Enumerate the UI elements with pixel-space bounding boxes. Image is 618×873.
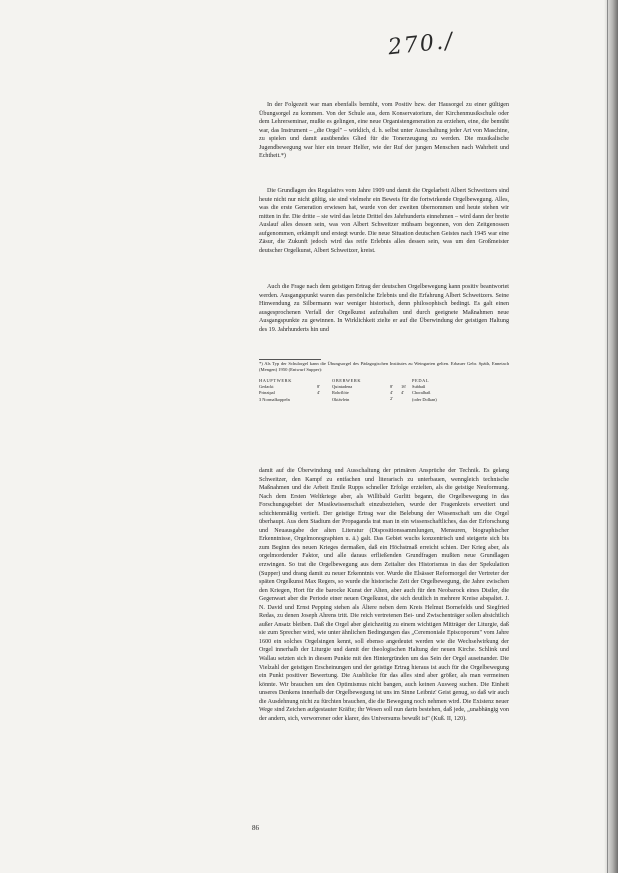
register-stop: Gedackt xyxy=(259,384,274,390)
register-pitch: 4' xyxy=(401,390,404,396)
register-pitch: 16' xyxy=(401,384,407,389)
register-column-hauptwerk xyxy=(259,378,292,403)
register-stop: Rohrflöte xyxy=(332,390,349,396)
page-number: 86 xyxy=(252,824,259,832)
register-pitch: 8' xyxy=(317,384,320,389)
register-stop: 3 Normalkoppeln xyxy=(259,396,290,402)
register-heading: PEDAL xyxy=(412,378,430,383)
page-edge-line xyxy=(607,0,608,873)
register-pitch: 2' xyxy=(390,396,393,402)
register-pitch: 4' xyxy=(390,390,393,396)
footnote-text: *) Als Typ der Schulorgel kann die Übungsorgel des Pädagogischen Institutes zu Weingarten gelten. Erbauer Gebr. Späth, Ennetach (Mengen) 1950 (Entwurf Supper): xyxy=(259,361,509,372)
paragraph-3: Auch die Frage nach dem geistigen Ertrag der deutschen Orgelbewegung kann positiv beantwortet werden. Ausgangspunkt waren das persönliche Erlebnis und die Erfahrung Albert Schweitzers. Seine Hinwendung zu Silbermann war weniger historisch, denn philosophisch bedingt. Es galt einen ausgesprochenen Verfall der Orgelkunst aufzuhalten und durch geeignete Maßnahmen neue Ausgangspunkte zu gewinnen. In Wirklichkeit zielte er auf die Überwindung der geistigen Haltung des 19. Jahrhunderts hin und xyxy=(259,284,509,333)
register-column-pedal xyxy=(412,378,437,403)
register-pitch: 4' xyxy=(317,390,320,396)
register-stop: Choralbaß xyxy=(412,390,431,396)
register-stop: Prinzipal xyxy=(259,390,275,396)
register-stop: Subbaß xyxy=(412,384,426,390)
register-stop: Quintadena xyxy=(332,384,353,390)
paragraph-1: In der Folgezeit war man ebenfalls bemüht, vom Positiv bzw. der Hausorgel zu einer gültigen Übungsorgel zu kommen. Von der Schule aus, dem Konservatorium, der Kirchenmusikschule oder dem Lehrerseminar, mußte es gelingen, eine neue Organistengeneration zu erziehen, eine, die bemüht war, das Instrument – „die Orgel" – wirklich, d. h. selbst unter Ausschaltung jeder Art von Maschine, zu spielen und damit ausübendes Glied für die Tonerzeugung zu werden. Die musikalische Jugendbewegung war hier ein treuer Helfer, wie der Ruf der jungen Menschen nach Wahrheit und Echtheit.*) xyxy=(259,102,509,160)
register-pitches-hauptwerk xyxy=(317,384,320,396)
footnote-rule xyxy=(259,359,321,360)
paragraph-continued: damit auf die Überwindung und Ausschaltung der primären Ansprüche der Technik. Es gelang Schweitzer, den Kampf zu entfachen und literarisch zu unterbauen, wenngleich technische Maßnahmen und die Arbeit Emile Rupps schneller Erfolge erzielten, als die geistige Neuformung. Nach dem Ersten Weltkriege aber, als Willibald Gurlitt begann, die Orgelbewegung in das Forschungsgebiet der Musikwissenschaft einzubeziehen, wurde der Fragenkreis erweitert und schichtenmäßig vertieft. Der geistige Ertrag war die Belebung der Wissenschaft um die Orgel überhaupt. Aus dem Stadium der Propaganda trat man in ein wissenschaftliches, das der Erforschung und Neuausgabe der alten Literatur (Dispositionssammlungen, Mensuren, biographischer Erkenntnisse, Orgelmonographien u. ä.) galt. Das Gebiet wuchs konzentrisch und steigerte sich bis zum Beginn des neuen Krieges dermaßen, daß ein Höchstmaß erreicht schien. Der Krieg aber, als orgelmordender Faktor, und alle daraus erfließenden Grundfragen mußten neue Grundlagen erzwingen. So trat die Orgelbewegung aus dem Zeitalter des Historismus in das der Spekulation (Supper) und drang damit zu neuer Erkenntnis vor. Wurde die Elsässer Reformorgel der Vertreter der späten Orgelkunst Max Regers, so wurde die historische Zeit der Orgelbewegung, die Jahre zwischen den Kriegen, Hort für die barocke Kunst der Alten, aber auch für den Neobarock eines Distler, die Gegenwart aber die Periode einer neuen Orgelkunst, die sich deutlich in mehrere Kreise abspaltet. J. N. David und Ernst Pepping stehen als Ältere neben dem Kreis Helmut Bornefelds und Siegfried Redas, zu denen Joseph Ahrens tritt. Die reich vertretenen Bei- und Zwischenträger sollen absichtlich außer Ansatz bleiben. Daß die Orgel aber gleichzeitig zu einem wichtigen Mitträger der Liturgie, daß sie zum Sprecher wird, wie unter ähnlichen Bedingungen das „Ceremoniale Episcoporum" vom Jahre 1600 ein solches Orgelsingen kennt, soll ebenso angedeutet werden wie die Wechselwirkung der Orgel innerhalb der Liturgie und damit der theologischen Haltung der neuen Kirche. Schlink und Wallau setzten sich in diesem Punkte mit den Hintergründen um das Sein der Orgel auseinander. Die Vielzahl der geistigen Erscheinungen und der geistige Ertrag hieraus ist auch für die Orgelbewegung ein Punkt positiver Bewertung. Die Ausblicke für das alles sind aber größer, als man vermeinen könnte. Wir brauchen um den Optimismus nicht bangen, auch keinen Ausweg suchen. Die Einheit unseres Denkens innerhalb der Orgelbewegung ist uns im Sinne Leibniz' Geist genug, so daß wir auch die Ausdehnung nicht zu fürchten brauchen, die die Bewegung noch nehmen wird. Die Existenz neuer Wege sind Zeichen aufgestauter Kräfte; ihr Wesen soll nun darin bestehen, daß jede, „unabhängig von der andern, sich, verworrener oder klarer, des Universums bewußt ist" (Kuß. II, 120). xyxy=(259,468,509,722)
register-heading: OBERWERK xyxy=(332,378,362,383)
paragraph-2: Die Grundlagen des Regulativs vom Jahre 1909 und damit die Orgelarbeit Albert Schweitzers sind heute nicht nur nicht gültig, sie sind vielmehr ein Beweis für die fortwirkende Orgelbewegung. Alles, was die erste Generation erwiesen hat, wurde von der zweiten übernommen und heute stehen wir mitten in ihr. Die dritte – sie wird das letzte Drittel des Jahrhunderts einnehmen – wird dann der breite Auslauf alles dessen sein, was von Albert Schweitzer mühsam begonnen, von den Zeitgenossen aufgenommen, erkämpft und erstegt wurde. Die neue Situation deutschen Geistes nach 1945 war eine Zäsur, die Zukunft jedoch wird das reife Erlebnis alles dessen sein, was um den Großmeister deutscher Orgelkunst, Albert Schweitzer, kreist. xyxy=(259,188,509,254)
register-stop: Oktävlein xyxy=(332,396,350,402)
register-pitch: 8' xyxy=(390,384,393,389)
register-heading: HAUPTWERK xyxy=(259,378,292,383)
register-pitches-pedal xyxy=(401,384,406,396)
register-pitches-oberwerk xyxy=(390,384,393,403)
handwritten-annotation: 270./ xyxy=(386,28,456,61)
register-column-oberwerk xyxy=(332,378,361,403)
register-stop: (oder Dolkan) xyxy=(412,396,437,402)
